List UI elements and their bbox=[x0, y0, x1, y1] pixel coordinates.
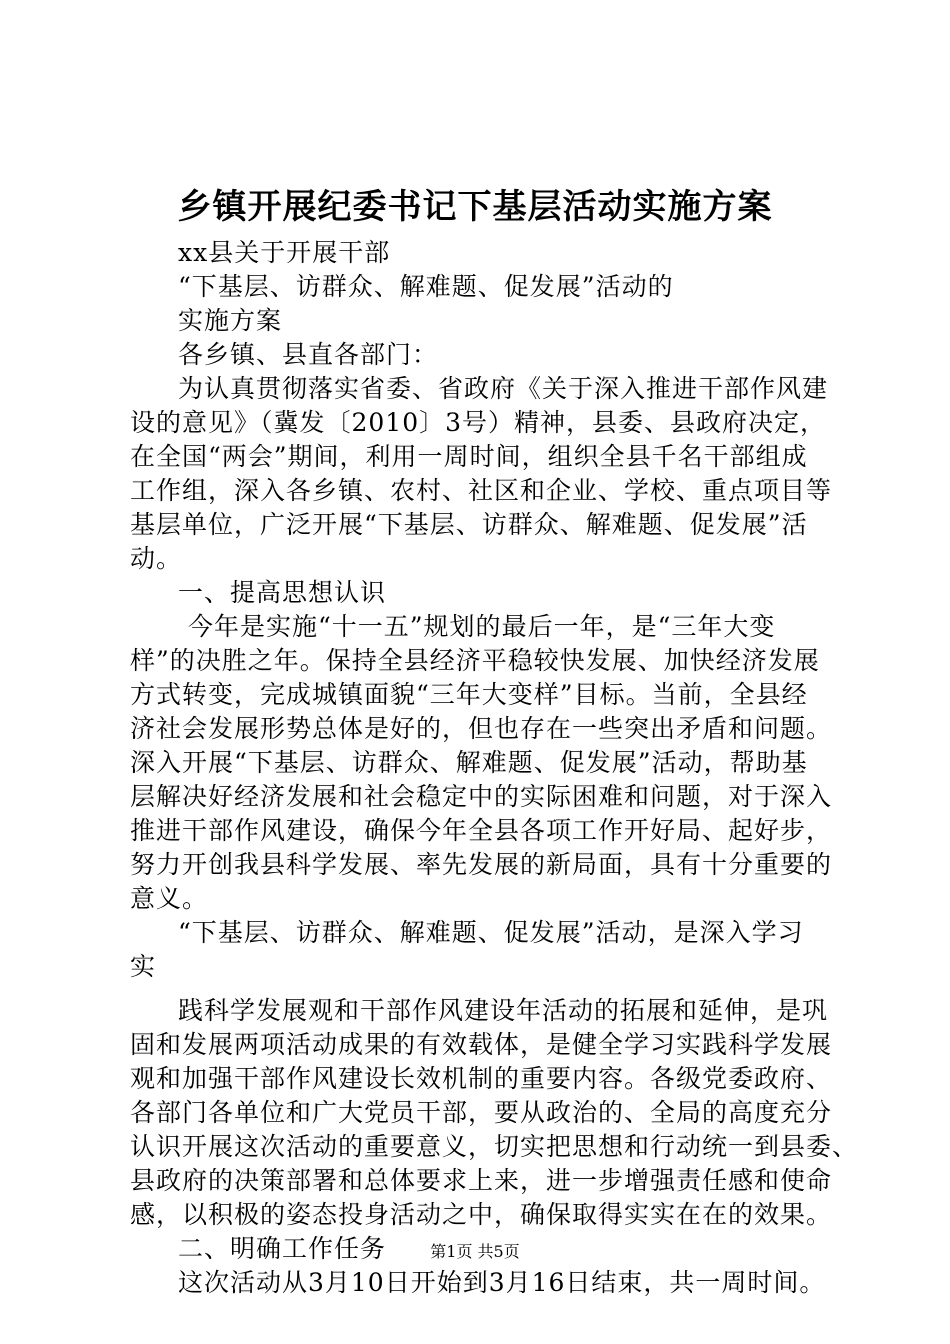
text-line: 层解决好经济发展和社会稳定中的实际困难和问题，对于深入 bbox=[130, 782, 833, 811]
text-line: 为认真贯彻落实省委、省政府《关于深入推进干部作风建 bbox=[178, 374, 829, 403]
text-line: 深入开展“下基层、访群众、解难题、促发展”活动，帮助基 bbox=[130, 748, 808, 777]
text-line: 方式转变，完成城镇面貌“三年大变样”目标。当前，全县经 bbox=[130, 680, 808, 709]
page-footer: 第1页 共5页 bbox=[430, 1242, 520, 1261]
text-line: 这次活动从3月10日开始到3月16日结束，共一周时间。 bbox=[178, 1268, 826, 1297]
text-line: 在全国“两会”期间，利用一周时间，组织全县千名干部组成 bbox=[130, 442, 808, 471]
text-line: 工作组，深入各乡镇、农村、社区和企业、学校、重点项目等 bbox=[130, 476, 833, 505]
document-title: 乡镇开展纪委书记下基层活动实施方案 bbox=[177, 187, 773, 227]
text-line: 观和加强干部作风建设长效机制的重要内容。各级党委政府、 bbox=[130, 1064, 833, 1093]
text-line: 样”的决胜之年。保持全县经济平稳较快发展、加快经济发展 bbox=[130, 646, 820, 675]
text-line: 各部门各单位和广大党员干部，要从政治的、全局的高度充分 bbox=[130, 1098, 833, 1127]
text-line: 实施方案 bbox=[178, 306, 283, 335]
text-line: 努力开创我县科学发展、率先发展的新局面，具有十分重要的 bbox=[130, 850, 833, 879]
text-line: 感，以积极的姿态投身活动之中，确保取得实实在在的效果。 bbox=[130, 1200, 833, 1229]
text-line: xx县关于开展干部 bbox=[178, 238, 391, 267]
text-line: 推进干部作风建设，确保今年全县各项工作开好局、起好步， bbox=[130, 816, 833, 845]
text-line: 今年是实施“十一五”规划的最后一年，是“三年大变 bbox=[188, 612, 776, 641]
text-line: 意义。 bbox=[130, 884, 209, 913]
text-line: 基层单位，广泛开展“下基层、访群众、解难题、促发展”活 bbox=[130, 510, 808, 539]
section-heading: 一、提高思想认识 bbox=[178, 578, 387, 607]
section-heading: 二、明确工作任务 bbox=[178, 1234, 387, 1263]
text-line: 实 bbox=[130, 952, 157, 981]
text-line: 济社会发展形势总体是好的，但也存在一些突出矛盾和问题。 bbox=[130, 714, 833, 743]
text-line: 践科学发展观和干部作风建设年活动的拓展和延伸，是巩 bbox=[178, 996, 829, 1025]
text-line: 动。 bbox=[130, 544, 183, 573]
text-line: 认识开展这次活动的重要意义，切实把思想和行动统一到县委、 bbox=[130, 1132, 859, 1161]
text-line: 县政府的决策部署和总体要求上来，进一步增强责任感和使命 bbox=[130, 1166, 833, 1195]
text-line: “下基层、访群众、解难题、促发展”活动，是深入学习 bbox=[178, 918, 804, 947]
text-line: “下基层、访群众、解难题、促发展”活动的 bbox=[178, 272, 674, 301]
text-line: 各乡镇、县直各部门： bbox=[178, 340, 439, 369]
text-line: 固和发展两项活动成果的有效载体，是健全学习实践科学发展 bbox=[130, 1030, 833, 1059]
text-line: 设的意见》（冀发〔2010〕3号）精神，县委、县政府决定， bbox=[130, 408, 827, 437]
